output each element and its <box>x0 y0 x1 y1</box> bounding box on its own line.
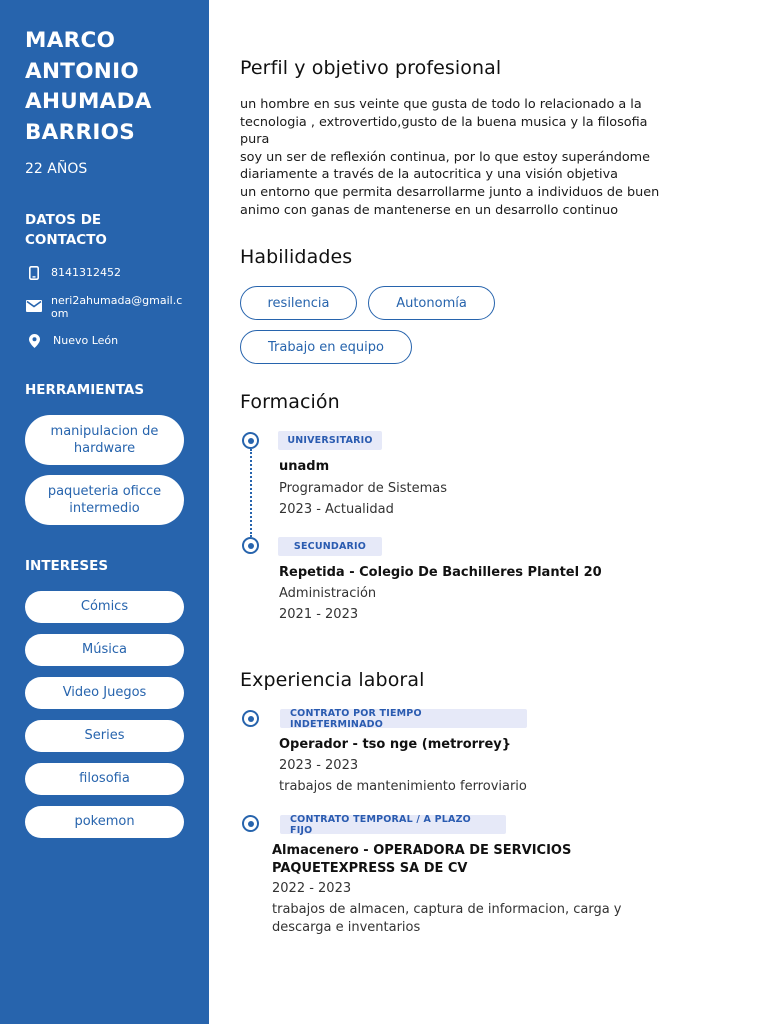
location-text: Nuevo León <box>53 334 119 347</box>
phone-icon <box>25 266 43 280</box>
sidebar <box>0 0 209 1024</box>
skill-pill: Autonomía <box>368 286 495 320</box>
education-degree: Administración <box>279 586 377 601</box>
interest-pill: Cómics <box>25 591 184 623</box>
profile-line: un entorno que permita desarrollarme junto a individuos de buen animo con ganas de mantenerse en un desarrollo continuo <box>240 184 660 218</box>
timeline-dot <box>242 710 259 727</box>
experience-title: Experiencia laboral <box>240 669 425 691</box>
interest-pill: filosofia <box>25 763 184 795</box>
timeline-connector <box>250 449 252 537</box>
contact-location <box>25 334 188 348</box>
contact-email <box>25 294 186 320</box>
full-name: MARCO ANTONIO AHUMADA BARRIOS <box>25 28 152 145</box>
contact-heading: DATOS DE CONTACTO <box>25 212 107 248</box>
education-title: Formación <box>240 391 340 413</box>
profile-line: soy un ser de reflexión continua, por lo que estoy superándome diariamente a través de la autocritica y una visión objetiva <box>240 149 651 183</box>
age: 22 AÑOS <box>25 161 88 177</box>
email-address[interactable]: neri2ahumada@gmail.com <box>51 294 183 320</box>
interest-pill: Música <box>25 634 184 666</box>
tools-heading: HERRAMIENTAS <box>25 382 145 398</box>
contact-phone <box>25 266 186 280</box>
experience-tag: CONTRATO POR TIEMPO INDETERMINADO <box>280 709 527 728</box>
interests-heading: INTERESES <box>25 558 109 574</box>
profile-line: un hombre en sus veinte que gusta de todo lo relacionado a la tecnologia , extrovertido,gusto de la buena musica y la filosofia pura <box>240 97 648 148</box>
profile-title: Perfil y objetivo profesional <box>240 57 502 79</box>
experience-dates: 2022 - 2023 <box>272 881 352 896</box>
mail-icon <box>25 299 43 313</box>
education-degree: Programador de Sistemas <box>279 481 448 496</box>
skill-pill: resilencia <box>240 286 357 320</box>
experience-dates: 2023 - 2023 <box>279 758 359 773</box>
tool-pill: paqueteria oficce intermedio <box>25 475 184 525</box>
interest-pill: pokemon <box>25 806 184 838</box>
experience-tag: CONTRATO TEMPORAL / A PLAZO FIJO <box>280 815 506 834</box>
profile-text <box>240 96 660 219</box>
skill-pill: Trabajo en equipo <box>240 330 412 364</box>
tool-pill: manipulacion de hardware <box>25 415 184 465</box>
education-dates: 2021 - 2023 <box>279 607 359 622</box>
education-tag: UNIVERSITARIO <box>278 431 382 450</box>
skills-title: Habilidades <box>240 246 353 268</box>
education-school: unadm <box>279 459 330 474</box>
location-pin-icon <box>25 334 43 348</box>
main-content <box>209 0 768 1024</box>
experience-role: Operador - tso nge (metrorrey} <box>279 737 511 752</box>
timeline-dot <box>242 815 259 832</box>
education-school: Repetida - Colegio De Bachilleres Plantel 20 <box>279 565 602 580</box>
phone-number: 8141312452 <box>51 266 121 279</box>
education-tag: SECUNDARIO <box>278 537 382 556</box>
education-dates: 2023 - Actualidad <box>279 502 394 517</box>
timeline-dot <box>242 432 259 449</box>
timeline-dot <box>242 537 259 554</box>
experience-role: Almacenero - OPERADORA DE SERVICIOS PAQUETEXPRESS SA DE CV <box>272 843 572 876</box>
experience-description: trabajos de mantenimiento ferroviario <box>279 779 527 794</box>
interest-pill: Series <box>25 720 184 752</box>
interest-pill: Video Juegos <box>25 677 184 709</box>
experience-description: trabajos de almacen, captura de informacion, carga y descarga e inventarios <box>272 902 622 935</box>
